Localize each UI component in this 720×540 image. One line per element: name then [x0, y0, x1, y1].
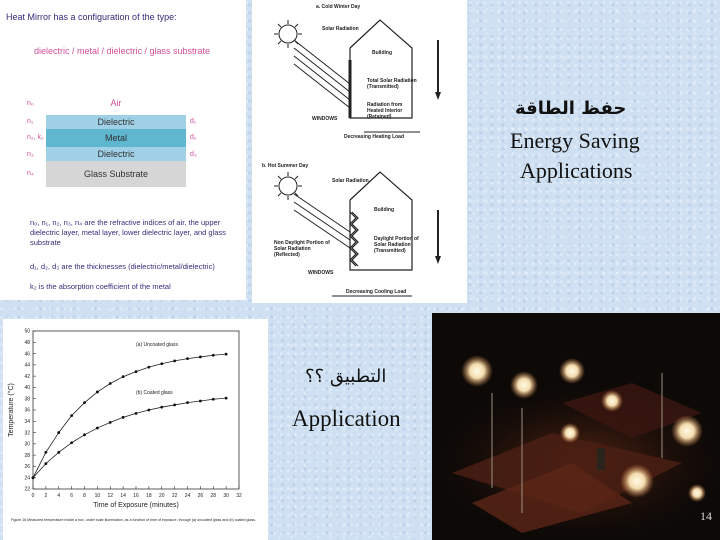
house-a-windows: WINDOWS: [312, 116, 338, 122]
lamp-photo: [432, 313, 720, 540]
y-tick-label: 24: [24, 475, 30, 482]
y-tick-label: 30: [24, 441, 30, 448]
heat-mirror-config: dielectric / metal / dielectric / glass substrate: [34, 46, 211, 56]
layer-air: Air: [110, 98, 122, 108]
house-b-solar: Solar Radiation: [332, 178, 369, 184]
data-point: [147, 366, 150, 369]
y-tick-label: 22: [24, 486, 30, 493]
house-b-building: Building: [374, 207, 394, 213]
temperature-chart: [3, 319, 268, 540]
thickness-d2: d₂: [190, 134, 197, 141]
y-tick-label: 36: [24, 407, 30, 414]
data-point: [109, 382, 112, 385]
thickness-d3: d₃: [190, 151, 197, 158]
data-point: [96, 391, 99, 394]
y-tick-label: 28: [24, 452, 30, 459]
house-b-title: b. Hot Summer Day: [262, 163, 309, 169]
data-point: [225, 353, 228, 356]
y-tick-label: 44: [24, 362, 30, 369]
desc-indices: n₀, n₁, n₂, n₃, n₄ are the refractive indices of air, the upper dielectric layer, metal layer, lower dielectric layer, and glass substrate: [30, 218, 226, 247]
desc-absorption: k₂ is the absorption coefficient of the metal: [30, 282, 171, 291]
data-point: [186, 357, 189, 360]
x-tick-label: 14: [120, 493, 126, 499]
data-point: [96, 427, 99, 430]
data-point: [173, 360, 176, 363]
index-n2: n₂, k₂: [27, 134, 44, 141]
data-point: [135, 412, 138, 415]
data-point: [122, 416, 125, 419]
y-tick-label: 26: [24, 464, 30, 471]
series-label: (b) Coated glass: [136, 390, 173, 397]
y-tick-label: 38: [24, 396, 30, 403]
series-line-coated: [33, 398, 226, 478]
thickness-d1: d₁: [190, 118, 197, 125]
heat-mirror-heading: Heat Mirror has a configuration of the type:: [6, 12, 177, 22]
house-a-solar: Solar Radiation: [322, 26, 359, 32]
x-tick-label: 30: [223, 493, 229, 499]
data-point: [199, 356, 202, 359]
data-point: [122, 375, 125, 378]
house-a-transmitted: Total Solar Radiation (Transmitted): [367, 78, 417, 90]
house-a-building: Building: [372, 50, 392, 56]
data-point: [83, 401, 86, 404]
house-b-caption: Decreasing Cooling Load: [346, 289, 407, 295]
y-tick-label: 34: [24, 418, 30, 425]
x-axis-label: Time of Exposure (minutes): [93, 502, 179, 509]
x-tick-label: 18: [146, 493, 152, 499]
y-tick-label: 40: [24, 385, 30, 392]
x-tick-label: 20: [158, 493, 165, 499]
x-tick-label: 10: [94, 493, 101, 499]
house-diagram-panel: [252, 0, 467, 303]
x-tick-label: 0: [31, 493, 35, 499]
heat-mirror-panel: [0, 0, 246, 300]
data-point: [173, 404, 176, 407]
x-tick-label: 8: [83, 493, 86, 499]
house-b-windows: WINDOWS: [308, 270, 334, 276]
data-point: [212, 354, 215, 357]
house-a-caption: Decreasing Heating Load: [344, 134, 405, 140]
y-axis-label: Temperature (°C): [8, 383, 15, 437]
desc-thickness: d₁, d₂, d₃ are the thicknesses (dielectric/metal/dielectric): [30, 262, 215, 271]
figure-caption: Figure 16 Measured temperature inside a box, under solar illumination, as a function of time of exposure, through (a) uncoated glass and (b) coated glass.: [11, 518, 256, 522]
data-point: [199, 400, 202, 403]
data-point: [160, 406, 163, 409]
data-point: [186, 401, 189, 404]
application-arabic: التطبيق ؟؟: [305, 366, 387, 387]
data-point: [225, 397, 228, 400]
layer-glass-substrate: Glass Substrate: [46, 161, 186, 187]
layer-dielectric-bottom: Dielectric: [46, 147, 186, 161]
series-label: (a) Uncoated glass: [136, 342, 178, 349]
x-tick-label: 6: [70, 493, 74, 499]
plot-frame: [33, 331, 239, 489]
y-tick-label: 50: [24, 328, 30, 335]
layer-metal: Metal: [46, 129, 186, 147]
data-point: [135, 370, 138, 373]
data-point: [57, 431, 60, 434]
series-line-uncoated: [33, 354, 226, 478]
y-tick-label: 32: [24, 430, 30, 437]
index-n0: n₀: [27, 100, 34, 107]
data-point: [147, 409, 150, 412]
y-tick-label: 48: [24, 339, 30, 346]
x-tick-label: 26: [197, 493, 204, 499]
y-tick-label: 42: [24, 373, 30, 380]
data-point: [57, 451, 60, 454]
index-n3: n₃: [27, 151, 34, 158]
data-point: [70, 441, 73, 444]
x-tick-label: 12: [107, 493, 114, 499]
data-point: [44, 451, 47, 454]
x-tick-label: 22: [171, 493, 178, 499]
house-a-title: a. Cold Winter Day: [316, 4, 361, 10]
page-number: 14: [700, 509, 712, 523]
layer-dielectric-top: Dielectric: [46, 115, 186, 129]
data-point: [109, 421, 112, 424]
slide-title-arabic: حفظ الطاقة: [515, 98, 627, 119]
x-tick-label: 32: [236, 493, 242, 499]
house-a-retained: Radiation from Heated Interior (Retained): [367, 102, 403, 120]
application-label: Application: [292, 406, 401, 431]
y-tick-label: 46: [24, 351, 30, 358]
data-point: [32, 476, 35, 479]
data-point: [83, 433, 86, 436]
slide-title-line1: Energy Saving: [510, 128, 640, 153]
slide-title-line2: Applications: [520, 158, 633, 183]
data-point: [70, 414, 73, 417]
index-n1: n₁: [27, 118, 34, 125]
x-tick-label: 24: [184, 493, 191, 499]
data-point: [44, 462, 47, 465]
house-b-transmitted: Daylight Portion of Solar Radiation (Transmitted): [374, 236, 419, 254]
x-tick-label: 4: [57, 493, 61, 499]
x-tick-label: 16: [133, 493, 139, 499]
index-n4: n₄: [27, 170, 34, 177]
data-point: [212, 398, 215, 401]
data-point: [160, 362, 163, 365]
house-b-reflected: Non Daylight Portion of Solar Radiation (Reflected): [274, 240, 330, 258]
x-tick-label: 2: [44, 493, 48, 499]
x-tick-label: 28: [210, 493, 217, 499]
temperature-chart-panel: [3, 319, 268, 540]
lamp-photo-image: [432, 313, 720, 540]
